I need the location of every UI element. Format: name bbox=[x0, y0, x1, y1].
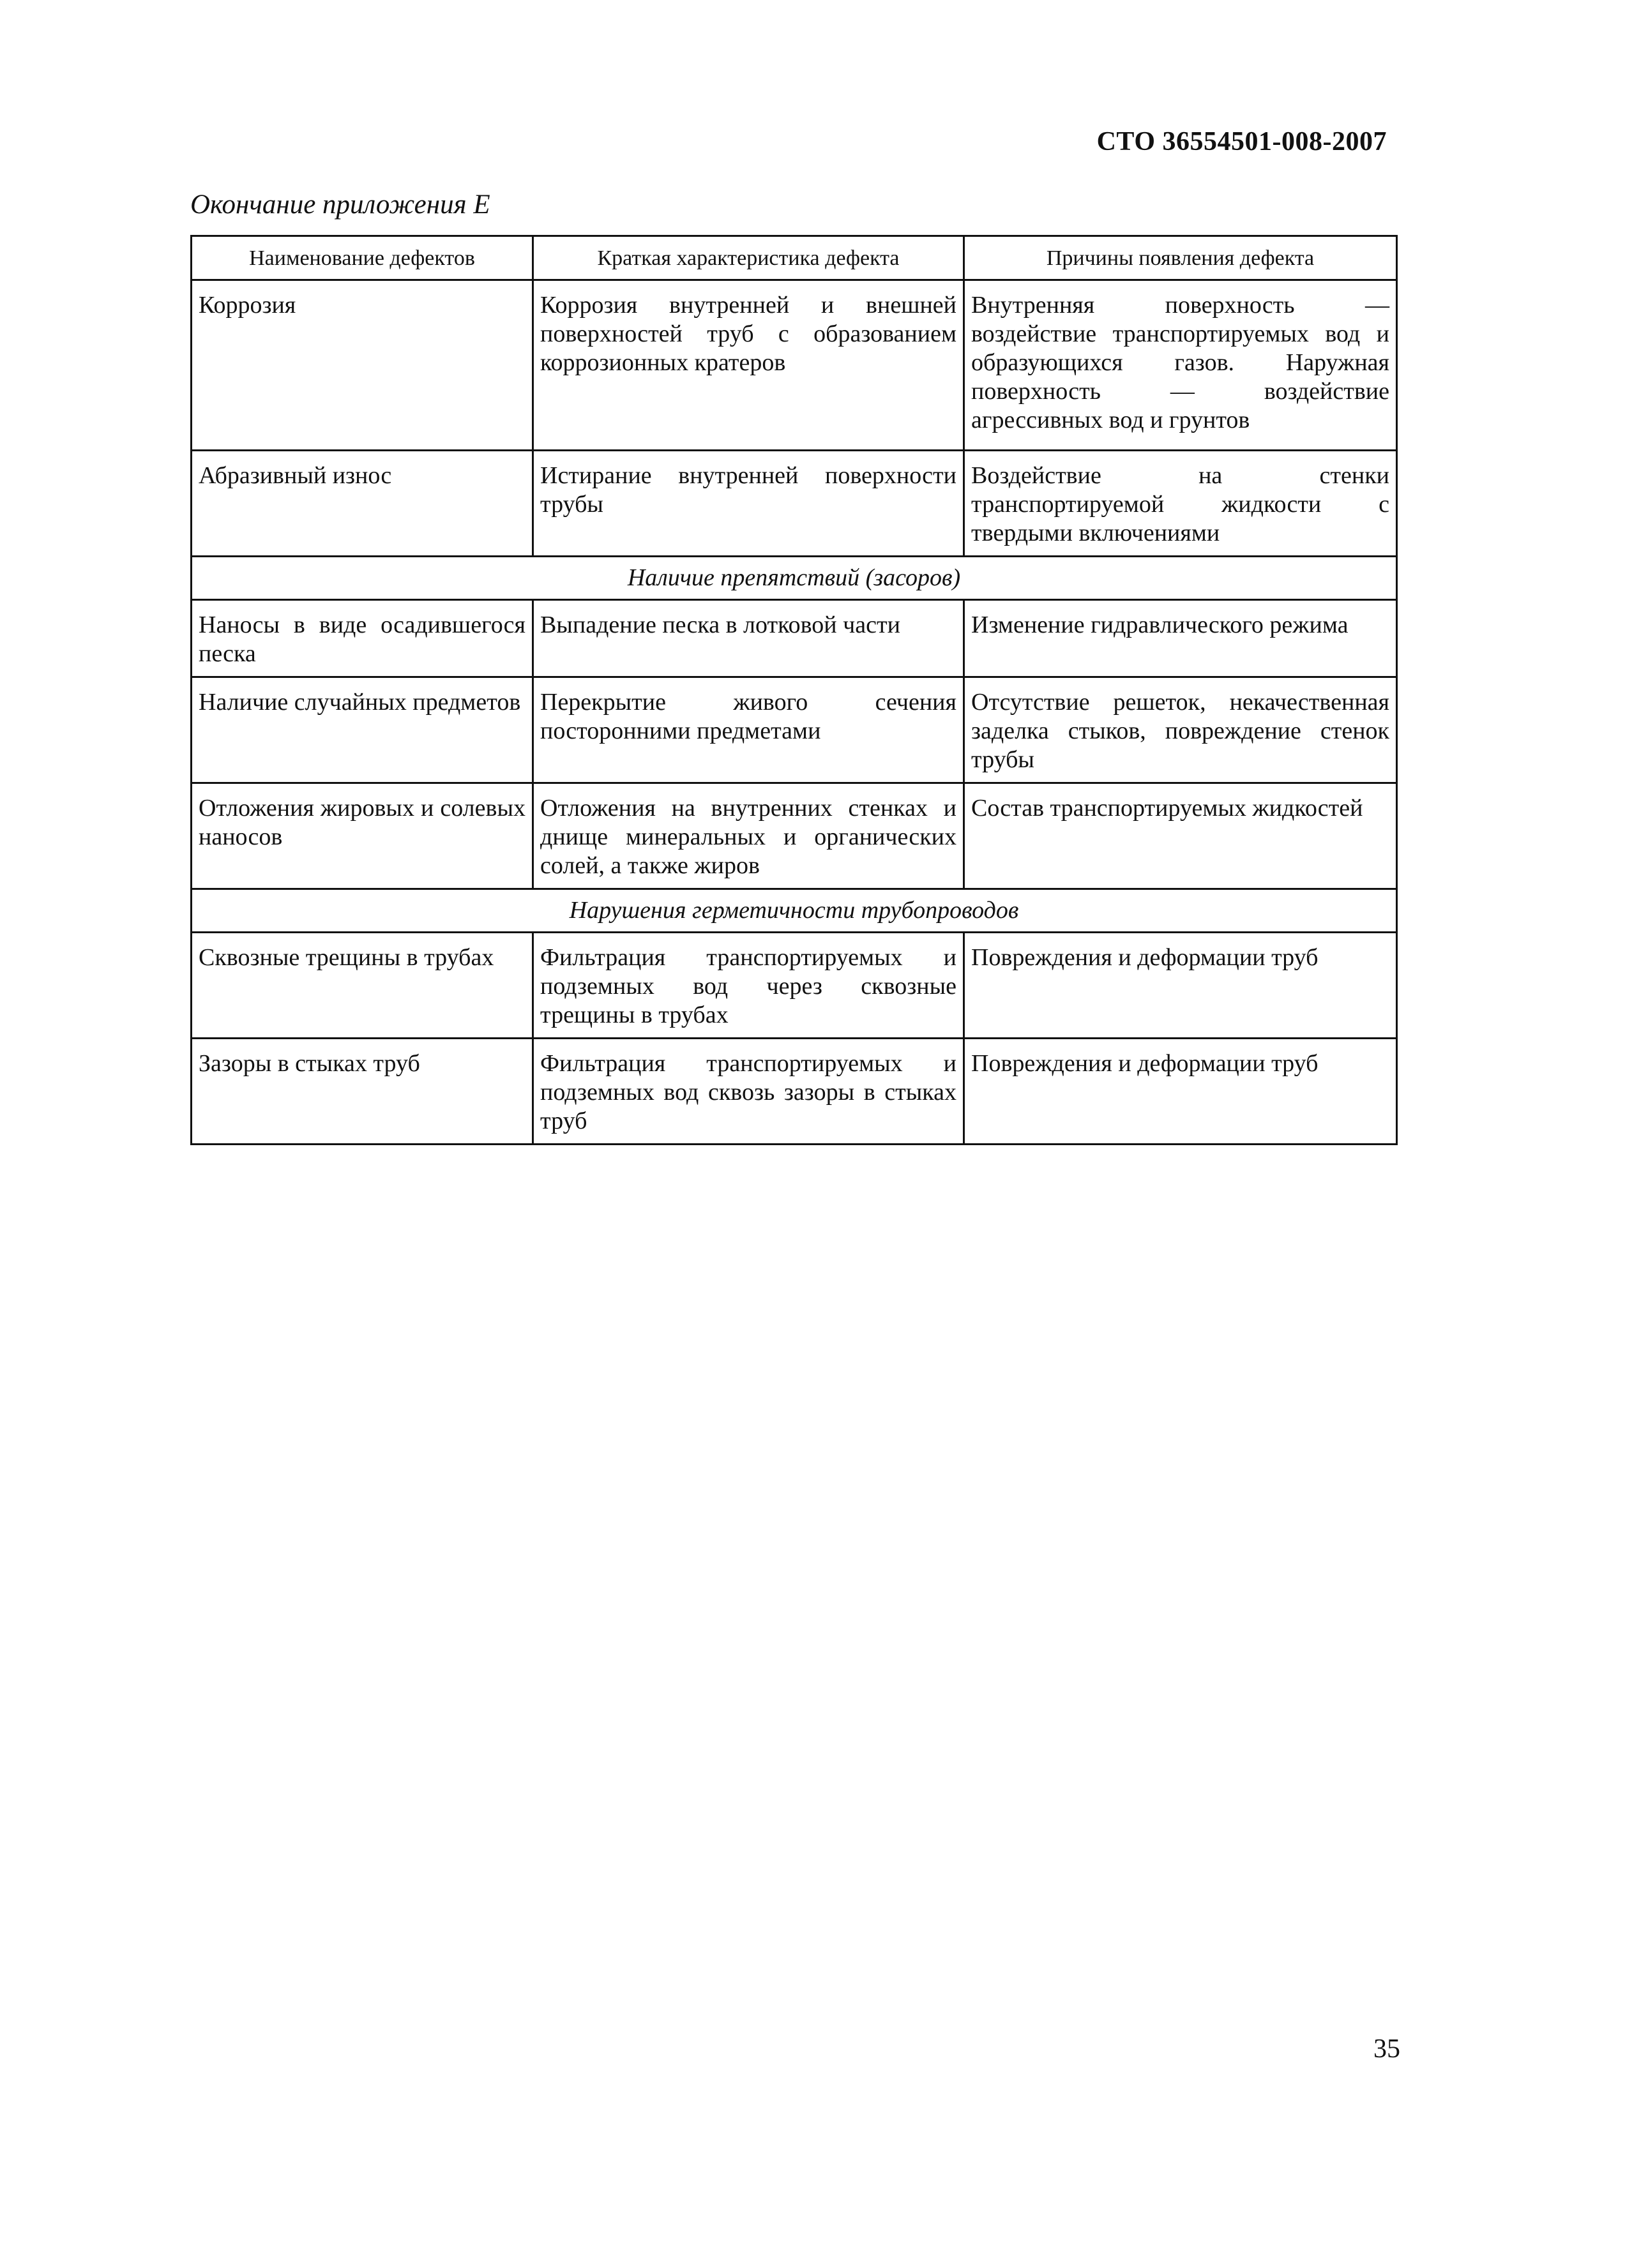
table-header-row bbox=[192, 236, 1397, 280]
table-row bbox=[192, 280, 1397, 451]
defect-description-cell: Фильтрация транспортируемых и подземных вод сквозь зазоры в стыках труб bbox=[533, 1039, 964, 1145]
column-header-description: Краткая характеристика дефекта bbox=[533, 236, 964, 280]
table-row bbox=[192, 600, 1397, 677]
table-row bbox=[192, 677, 1397, 783]
defect-name-cell: Абразивный износ bbox=[192, 451, 533, 557]
defect-causes-cell: Состав транспортируемых жидкостей bbox=[964, 783, 1397, 889]
page-number: 35 bbox=[1373, 2034, 1400, 2064]
defects-table bbox=[190, 235, 1398, 1145]
defect-name-cell: Отложения жировых и солевых наносов bbox=[192, 783, 533, 889]
defect-causes-cell: Изменение гидравлического режима bbox=[964, 600, 1397, 677]
defect-causes-cell: Воздействие на стенки транспортируемой жидкости с твердыми включениями bbox=[964, 451, 1397, 557]
defect-description-cell: Перекрытие живого сечения посторонними предметами bbox=[533, 677, 964, 783]
defect-name-cell: Сквозные трещины в трубах bbox=[192, 933, 533, 1039]
defect-causes-cell: Внутренняя поверхность — воздействие транспортируемых вод и образующихся газов. Наружная поверхность — воздействие агрессивных вод и грунтов bbox=[964, 280, 1397, 451]
table-row bbox=[192, 933, 1397, 1039]
defect-description-cell: Выпадение песка в лотковой части bbox=[533, 600, 964, 677]
defect-causes-cell: Отсутствие решеток, некачественная заделка стыков, повреждение стенок трубы bbox=[964, 677, 1397, 783]
table-row bbox=[192, 783, 1397, 889]
defect-name-cell: Наносы в виде осадившегося песка bbox=[192, 600, 533, 677]
defect-name-cell: Наличие случайных предметов bbox=[192, 677, 533, 783]
column-header-defect-name: Наименование дефектов bbox=[192, 236, 533, 280]
section-row-tightness bbox=[192, 889, 1397, 933]
defect-description-cell: Фильтрация транспортируемых и подземных вод через сквозные трещины в трубах bbox=[533, 933, 964, 1039]
defect-description-cell: Отложения на внутренних стенках и днище минеральных и органических солей, а также жиров bbox=[533, 783, 964, 889]
defect-description-cell: Коррозия внутренней и внешней поверхностей труб с образованием коррозионных кратеров bbox=[533, 280, 964, 451]
section-row-obstacles bbox=[192, 557, 1397, 600]
column-header-causes: Причины появления дефекта bbox=[964, 236, 1397, 280]
defect-name-cell: Коррозия bbox=[192, 280, 533, 451]
defect-causes-cell: Повреждения и деформации труб bbox=[964, 933, 1397, 1039]
table-row bbox=[192, 1039, 1397, 1145]
section-heading: Наличие препятствий (засоров) bbox=[192, 557, 1397, 600]
section-heading: Нарушения герметичности трубопроводов bbox=[192, 889, 1397, 933]
defect-description-cell: Истирание внутренней поверхности трубы bbox=[533, 451, 964, 557]
defect-causes-cell: Повреждения и деформации труб bbox=[964, 1039, 1397, 1145]
defect-name-cell: Зазоры в стыках труб bbox=[192, 1039, 533, 1145]
table-row bbox=[192, 451, 1397, 557]
document-code: СТО 36554501-008-2007 bbox=[1096, 127, 1387, 156]
appendix-continuation-label: Окончание приложения Е bbox=[190, 190, 490, 220]
